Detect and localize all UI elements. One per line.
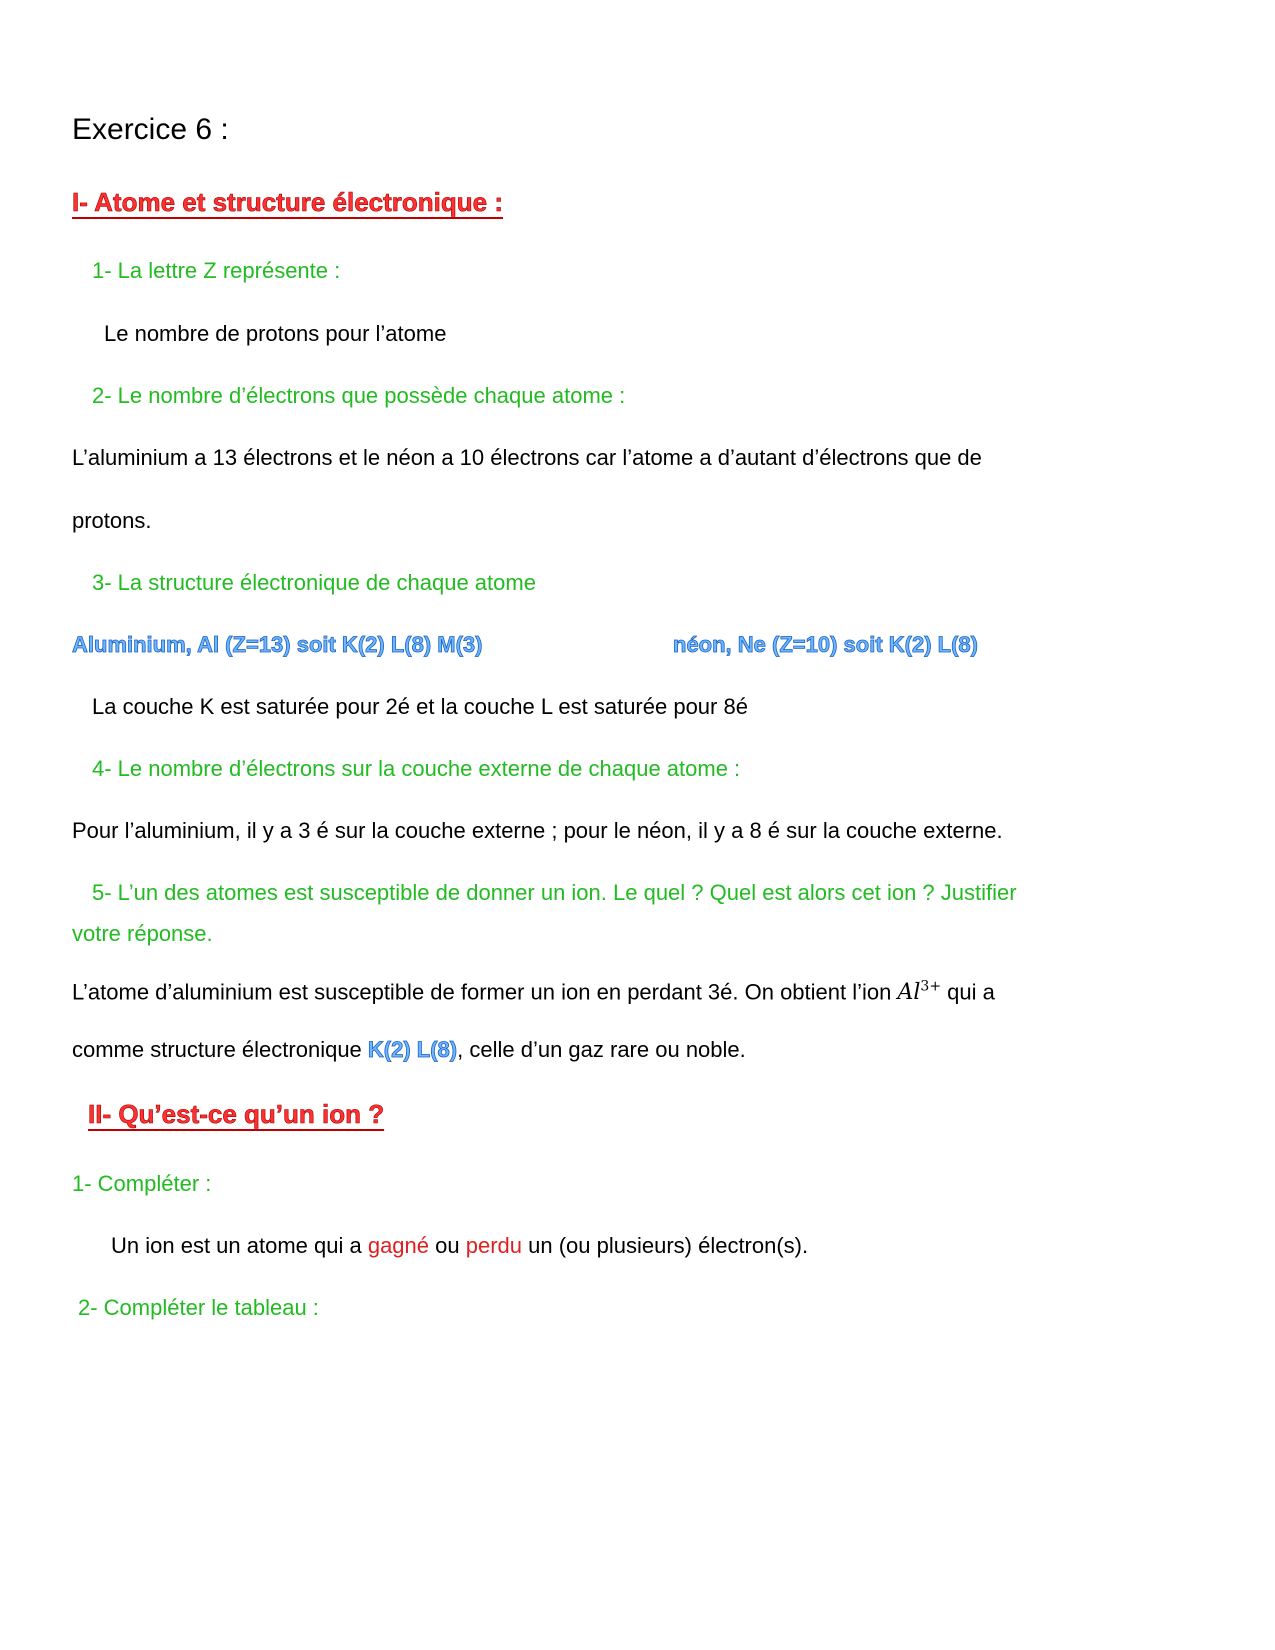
answer-1-2-line1: L’aluminium a 13 électrons et le néon a 10 électrons car l’atome a d’autant d’électrons que de	[72, 445, 982, 470]
answer-1-5-line2-after: , celle d’un gaz rare ou noble.	[457, 1037, 746, 1062]
question-1-3: 3- La structure électronique de chaque atome	[92, 570, 536, 595]
answer-1-5-line2-before: comme structure électronique	[72, 1037, 368, 1062]
answer-2-1-gagne: gagné	[367, 1233, 430, 1258]
question-1-2: 2- Le nombre d’électrons que possède chaque atome :	[92, 383, 626, 408]
answer-2-1-before: Un ion est un atome qui a	[111, 1233, 368, 1258]
question-1-1: 1- La lettre Z représente :	[92, 258, 341, 283]
answer-1-4: Pour l’aluminium, il y a 3 é sur la couche externe ; pour le néon, il y a 8 é sur la couche externe.	[72, 818, 1003, 843]
question-2-2: 2- Compléter le tableau :	[78, 1295, 319, 1320]
question-1-4: 4- Le nombre d’électrons sur la couche externe de chaque atome :	[92, 756, 741, 781]
ion-symbol: Al	[897, 980, 921, 1006]
question-1-5-line2: votre réponse.	[72, 921, 213, 946]
answer-2-1-perdu: perdu	[465, 1233, 522, 1258]
question-1-5-line1: 5- L’un des atomes est susceptible de donner un ion. Le quel ? Quel est alors cet ion ? Justifier	[92, 880, 1017, 905]
answer-1-5-text-before: L’atome d’aluminium est susceptible de former un ion en perdant 3é. On obtient l’ion	[72, 979, 898, 1005]
answer-1-2-line2: protons.	[72, 508, 152, 533]
answer-2-1	[111, 1232, 808, 1260]
ion-charge: 3+	[920, 979, 942, 995]
section-1-heading: I- Atome et structure électronique :	[72, 187, 503, 217]
answer-1-3-aluminium: Aluminium, Al (Z=13) soit K(2) L(8) M(3)	[72, 632, 483, 657]
answer-1-3-neon: néon, Ne (Z=10) soit K(2) L(8)	[673, 632, 978, 657]
answer-1-1: Le nombre de protons pour l’atome	[104, 321, 447, 346]
answer-1-5-line2	[72, 1036, 746, 1064]
section-2-heading: II- Qu’est-ce qu’un ion ?	[88, 1099, 385, 1129]
answer-1-5-line1	[72, 973, 995, 1007]
answer-1-5-structure: K(2) L(8)	[367, 1037, 458, 1062]
answer-2-1-after: un (ou plusieurs) électron(s).	[522, 1233, 809, 1258]
page-title: Exercice 6 :	[72, 113, 229, 146]
answer-1-3-note: La couche K est saturée pour 2é et la couche L est saturée pour 8é	[92, 694, 748, 719]
question-2-1: 1- Compléter :	[72, 1171, 212, 1196]
answer-1-5-text-after: qui a	[941, 979, 995, 1005]
ion-formula	[897, 980, 941, 1005]
answer-2-1-mid: ou	[429, 1233, 466, 1258]
